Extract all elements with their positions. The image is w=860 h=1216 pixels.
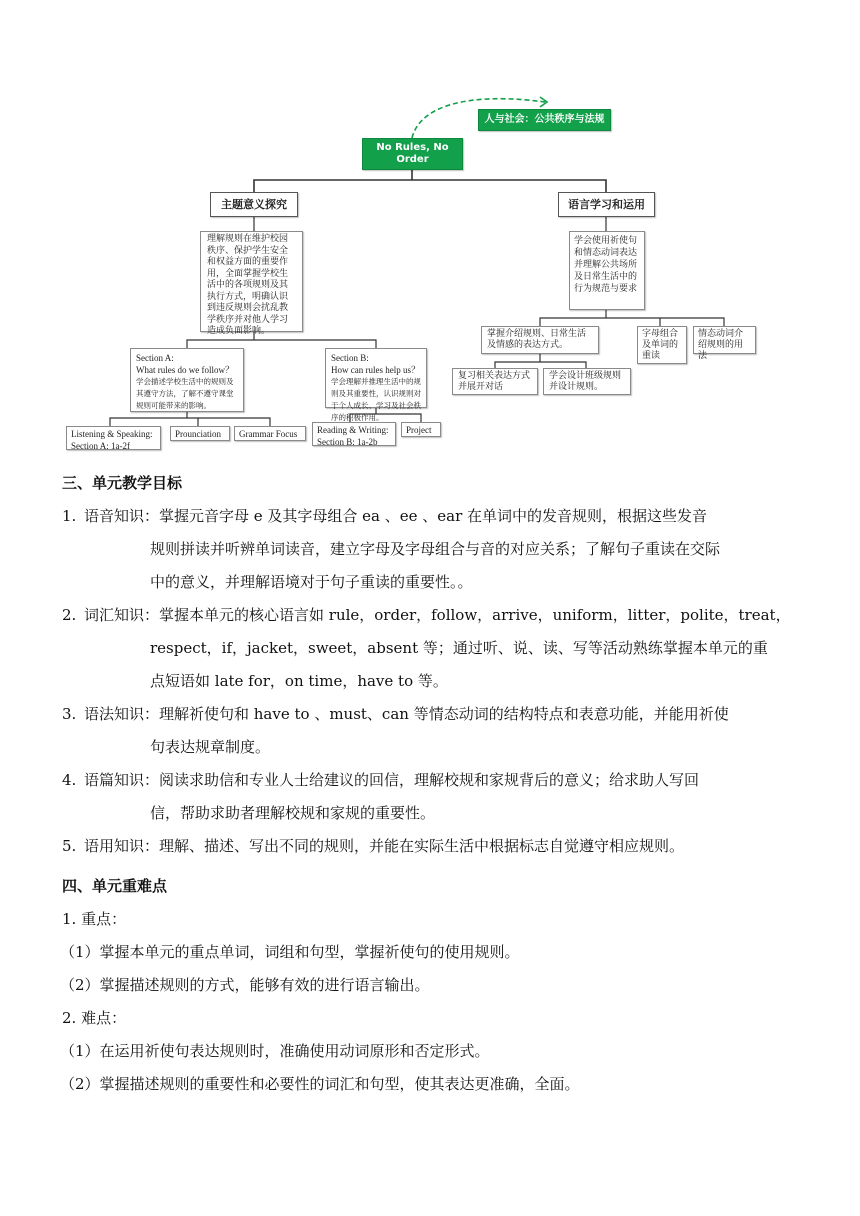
- objective-line: 点短语如 late for，on time，have to 等。: [150, 672, 448, 690]
- objective-text: 语用知识：理解、描述、写出不同的规则，并能在实际生活中根据标志自觉遵守相应规则。: [84, 837, 685, 855]
- objective-line: [62, 599, 802, 632]
- key-points-heading: 四、单元重难点: [62, 877, 168, 895]
- objective-line: 信，帮助求助者理解校规和家规的重要性。: [150, 804, 436, 822]
- objective-number: 3.: [62, 705, 77, 723]
- right-sub-review-text: 复习相关表达方式并展开对话: [458, 371, 531, 392]
- objective-line: [62, 830, 802, 863]
- objective-text: 语音知识：掌握元音字母 e 及其字母组合 ea 、ee 、ear 在单词中的发音规则，根据这些发音: [84, 507, 708, 525]
- leaf-grammar-label: Grammar Focus: [239, 429, 298, 439]
- section-b-desc: 学会理解并推理生活中的规则及其重要性，认识规则对于个人成长、学习及社会秩序的积极作用。: [331, 377, 421, 422]
- objective-line: [62, 500, 802, 533]
- objective-line: [62, 764, 802, 797]
- right-sub-modal: [693, 326, 756, 361]
- section-b-node: [325, 348, 427, 422]
- objective-text: 语篇知识：阅读求助信和专业人士给建议的回信，理解校规和家规背后的意义；给求助人写回: [84, 771, 700, 789]
- right-sub-modal-text: 情态动词介绍规则的用法: [698, 329, 744, 361]
- section-a-question: What rules do we follow？: [136, 365, 234, 375]
- objective-number: 4.: [62, 771, 77, 789]
- section-b-question: How can rules help us？: [331, 365, 420, 375]
- left-description-text: 理解规则在维护校园秩序、保护学生安全和权益方面的重要作用，全面掌握学校生活中的各项规则及其执行方式，明确认识到违反规则会扰乱教学秩序并对他人学习造成负面影响。: [207, 234, 289, 336]
- key-item-2: （2）掌握描述规则的方式，能够有效的进行语言输出。: [60, 976, 430, 994]
- mind-map-connectors: [0, 0, 860, 460]
- left-header: 主题意义探究: [210, 192, 298, 217]
- leaf-listening-line1: Listening & Speaking:: [71, 429, 153, 439]
- objective-line: respect，if，jacket，sweet，absent 等；通过听、说、读、写等活动熟练掌握本单元的重: [150, 639, 768, 657]
- leaf-pronunciation: [170, 426, 230, 441]
- right-sub-design: [543, 368, 631, 395]
- objectives-list: [62, 500, 802, 863]
- right-sub-design-text: 学会设计班级规则并设计规则。: [549, 371, 622, 392]
- leaf-reading-line2: Section B: 1a-2b: [317, 437, 378, 447]
- leaf-reading-writing: [312, 422, 396, 446]
- objective-number: 1.: [62, 507, 77, 525]
- leaf-listening-line2: Section A: 1a-2f: [71, 441, 130, 451]
- objective-text: 词汇知识：掌握本单元的核心语言如 rule，order，follow，arrive，uniform，litter，polite，treat，: [84, 606, 791, 624]
- difficulty-label: 2. 难点：: [62, 1009, 127, 1027]
- right-header: 语言学习和运用: [558, 192, 655, 217]
- right-sub-expressions: [481, 326, 599, 354]
- root-node: No Rules, No Order: [362, 138, 463, 170]
- leaf-project: [401, 422, 441, 437]
- right-description: [569, 231, 645, 310]
- objective-line: [62, 698, 802, 731]
- unit-mind-map: [0, 0, 860, 460]
- leaf-pronunciation-label: Prounciation: [175, 429, 221, 439]
- right-sub-review: [452, 368, 538, 395]
- objective-line: 规则拼读并听辨单词读音，建立字母及字母组合与音的对应关系；了解句子重读在交际: [150, 540, 721, 558]
- right-sub-expressions-text: 掌握介绍规则、日常生活及情感的表达方式。: [487, 329, 587, 350]
- right-sub-letters-text: 字母组合及单词的重读: [642, 329, 679, 361]
- difficulty-item-1: （1）在运用祈使句表达规则时，准确使用动词原形和否定形式。: [60, 1042, 490, 1060]
- objective-line: 中的意义，并理解语境对于句子重读的重要性。。: [150, 573, 473, 591]
- theme-tag: 人与社会：公共秩序与法规: [478, 109, 611, 131]
- objective-line: 句表达规章制度。: [150, 738, 271, 756]
- objective-number: 5.: [62, 837, 77, 855]
- left-description: [200, 231, 303, 336]
- key-label: 1. 重点：: [62, 910, 127, 928]
- right-description-text: 学会使用祈使句和情态动词表达并理解公共场所及日常生活中的行为规范与要求: [574, 236, 638, 294]
- section-a-title: Section A:: [136, 353, 174, 363]
- objective-text: 语法知识：理解祈使句和 have to 、must、can 等情态动词的结构特点和表意功能，并能用祈使: [84, 705, 729, 723]
- section-objectives: [62, 467, 802, 863]
- section-key-points: [62, 870, 802, 1101]
- leaf-grammar-focus: [234, 426, 306, 441]
- difficulty-item-2: （2）掌握描述规则的重要性和必要性的词汇和句型，使其表达更准确，全面。: [60, 1075, 580, 1093]
- leaf-reading-line1: Reading & Writing:: [317, 425, 389, 435]
- leaf-listening-speaking: [66, 426, 161, 450]
- objective-number: 2.: [62, 606, 77, 624]
- leaf-project-label: Project: [406, 425, 432, 435]
- right-sub-letters: [637, 326, 687, 364]
- objectives-heading: 三、单元教学目标: [62, 474, 183, 492]
- section-a-node: [130, 348, 244, 412]
- section-a-desc: 学会描述学校生活中的规则及其遵守方法，了解不遵守课堂规则可能带来的影响。: [136, 377, 234, 410]
- section-b-title: Section B:: [331, 353, 369, 363]
- key-item-1: （1）掌握本单元的重点单词，词组和句型，掌握祈使句的使用规则。: [60, 943, 520, 961]
